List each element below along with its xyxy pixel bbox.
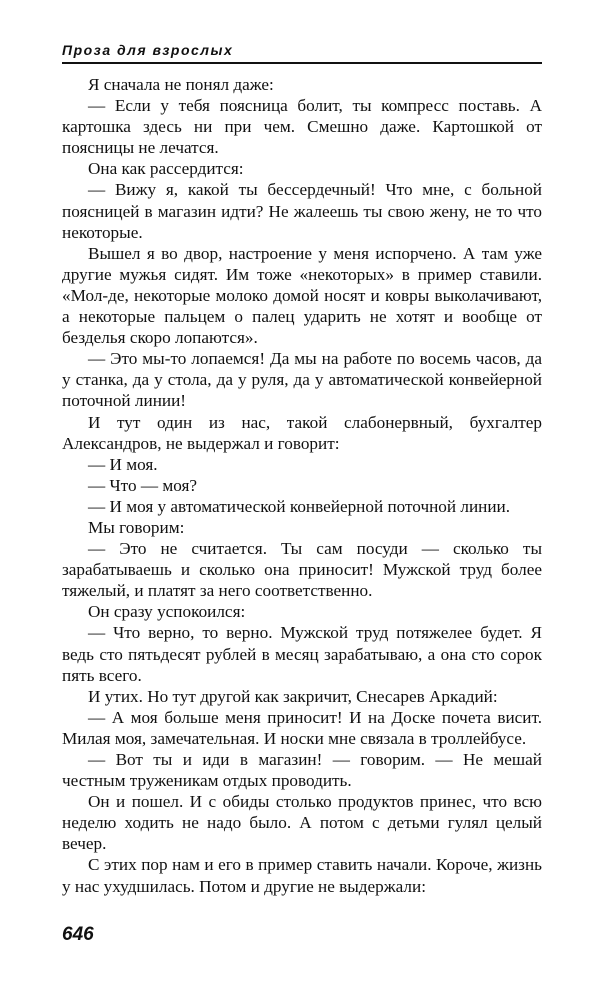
paragraph: — Если у тебя поясница болит, ты компресс поставь. А картошка здесь ни при чем. Смешно даже. Картошкой от поясницы не лечатся. [62, 96, 542, 158]
paragraph: С этих пор нам и его в пример ставить начали. Короче, жизнь у нас ухудшилась. Потом и другие не выдержали: [62, 855, 542, 896]
paragraph: — Это не считается. Ты сам посуди — сколько ты зарабатываешь и сколько она приносит! Мужской труд более тяжелый, и платят за него соответственно. [62, 539, 542, 601]
running-title: Проза для взрослых [62, 42, 234, 58]
paragraph: Вышел я во двор, настроение у меня испорчено. А там уже другие мужья сидят. Им тоже «некоторых» в пример ставили. «Мол-де, некоторые молоко домой носят и ковры выколачивают, а некоторые пальцем о палец ударить не хотят и вообще от безделья скоро лопаются». [62, 243, 542, 348]
paragraph: — И моя у автоматической конвейерной поточной линии. [88, 496, 511, 516]
paragraph: — Что верно, то верно. Мужской труд потяжелее будет. Я ведь сто пятьдесят рублей в месяц зарабатываю, а она сто сорок пять всего. [62, 623, 542, 685]
paragraph: — Вижу я, какой ты бессердечный! Что мне, с больной поясницей в магазин идти? Не жалеешь ты свою жену, не то что некоторые. [62, 180, 542, 242]
paragraph: — А моя больше меня приносит! И на Доске почета висит. Милая моя, замечательная. И носки мне связала в троллейбусе. [62, 707, 542, 748]
paragraph: — Это мы-то лопаемся! Да мы на работе по восемь часов, да у станка, да у стола, да у руля, да у автоматической конвейерной поточной линии! [62, 349, 542, 411]
body-text [62, 74, 542, 897]
paragraph: Он и пошел. И с обиды столько продуктов принес, что всю неделю ходить не надо было. А потом с детьми гулял целый вечер. [62, 792, 542, 854]
paragraph: Я сначала не понял даже: [88, 75, 274, 94]
paragraph: — И моя. [88, 454, 158, 474]
page-number: 646 [62, 924, 94, 945]
paragraph: Он сразу успокоился: [88, 602, 246, 622]
paragraph: Она как рассердится: [88, 159, 244, 179]
paragraph: И тут один из нас, такой слабонервный, бухгалтер Александров, не выдержал и говорит: [62, 412, 542, 453]
paragraph: — Вот ты и иди в магазин! — говорим. — Не мешай честным труженикам отдых проводить. [62, 750, 542, 791]
running-header [62, 40, 542, 64]
paragraph: Мы говорим: [88, 517, 185, 537]
paragraph: — Что — моя? [88, 475, 197, 495]
paragraph: И утих. Но тут другой как закричит, Снесарев Аркадий: [88, 686, 498, 706]
